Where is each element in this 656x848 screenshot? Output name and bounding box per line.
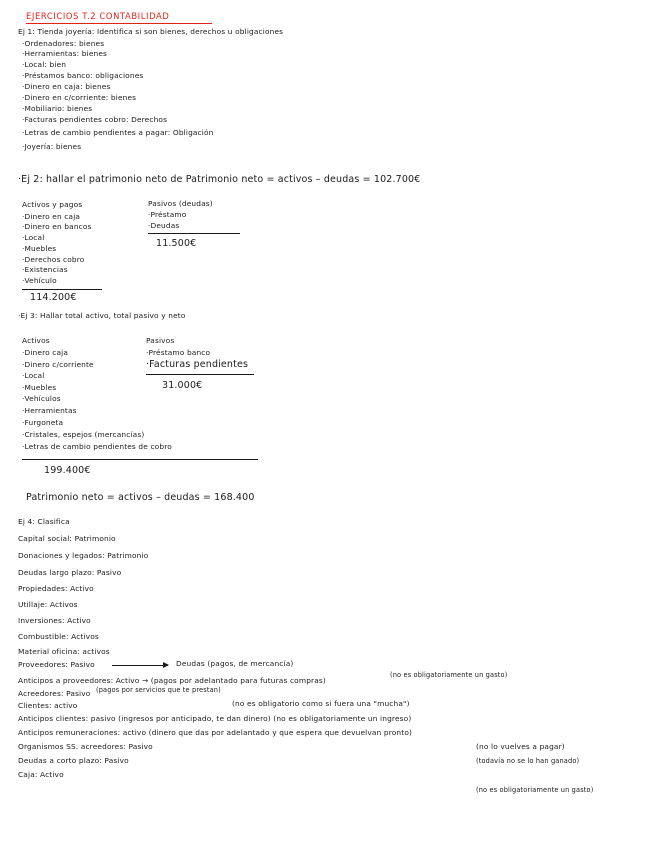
list-item: ·Local: bien bbox=[22, 60, 67, 69]
anticipos-clientes-line: Anticipos clientes: pasivo (ingresos por anticipado, te dan dinero) (no es obligatoriamente un ingreso) bbox=[18, 714, 412, 723]
clientes-note: (no es obligatorio como si fuera una "mucha") bbox=[232, 699, 410, 708]
anticipos-proveedores-line: Anticipos a proveedores: Activo → (pagos por adelantado para futuras compras) bbox=[18, 676, 326, 685]
list-item: Donaciones y legados: Patrimonio bbox=[18, 551, 149, 560]
ex3-result: Patrimonio neto = activos – deudas = 168.400 bbox=[26, 492, 255, 503]
clientes-line: Clientes: activo bbox=[18, 701, 78, 710]
deudas-corto-note: (todavía no se lo han ganado) bbox=[476, 757, 580, 765]
list-item: ·Vehículos bbox=[22, 394, 61, 403]
caja-note: (no es obligatoriamente un gasto) bbox=[476, 786, 594, 794]
proveedores-note: Deudas (pagos, de mercancía) bbox=[176, 659, 294, 668]
ex2-activos-title: Activos y pagos bbox=[22, 200, 83, 209]
list-item: ·Dinero c/corriente bbox=[22, 360, 94, 369]
anticipos-remuneraciones-line: Anticipos remuneraciones: activo (dinero que das por adelantado y que espera que devuelvan pronto) bbox=[18, 728, 413, 737]
arrow-icon bbox=[112, 665, 168, 666]
ex2-pasivos-total: 11.500€ bbox=[156, 238, 197, 249]
list-item: Capital social: Patrimonio bbox=[18, 534, 116, 543]
list-item: Combustible: Activos bbox=[18, 632, 99, 641]
list-item: ·Ordenadores: bienes bbox=[22, 39, 105, 48]
ex2-pasivos-title: Pasivos (deudas) bbox=[148, 199, 213, 208]
list-item: ·Vehículo bbox=[22, 276, 57, 285]
list-item: ·Mobiliario: bienes bbox=[22, 104, 93, 113]
total-rule bbox=[22, 459, 258, 460]
list-item: ·Facturas pendientes bbox=[146, 359, 249, 370]
organismos-line: Organismos SS. acreedores: Pasivo bbox=[18, 742, 153, 751]
list-item: ·Préstamo bbox=[148, 210, 187, 219]
total-rule bbox=[146, 374, 254, 375]
list-item: ·Local bbox=[22, 233, 45, 242]
list-item: ·Letras de cambio pendientes a pagar: Obligación bbox=[22, 128, 214, 137]
list-item: ·Local bbox=[22, 371, 45, 380]
list-item: Propiedades: Activo bbox=[18, 584, 94, 593]
deudas-corto-line: Deudas a corto plazo: Pasivo bbox=[18, 756, 129, 765]
list-item: ·Herramientas bbox=[22, 406, 77, 415]
acreedores-line: Acreedores: Pasivo bbox=[18, 689, 91, 698]
list-item: ·Existencias bbox=[22, 265, 68, 274]
organismos-note: (no lo vuelves a pagar) bbox=[476, 742, 565, 751]
list-item: ·Dinero en bancos bbox=[22, 222, 92, 231]
list-item: ·Joyería: bienes bbox=[22, 142, 82, 151]
list-item: ·Dinero en caja bbox=[22, 212, 81, 221]
anticipos-proveedores-note: (no es obligatoriamente un gasto) bbox=[390, 671, 508, 679]
proveedores-line: Proveedores: Pasivo bbox=[18, 660, 95, 669]
list-item: ·Muebles bbox=[22, 383, 57, 392]
list-item: Inversiones: Activo bbox=[18, 616, 91, 625]
list-item: ·Dinero en c/corriente: bienes bbox=[22, 93, 137, 102]
ex2-activos-total: 114.200€ bbox=[30, 292, 77, 303]
list-item: Utillaje: Activos bbox=[18, 600, 78, 609]
list-item: ·Préstamos banco: obligaciones bbox=[22, 71, 144, 80]
acreedores-note: (pagos por servicios que te prestan) bbox=[96, 686, 221, 694]
list-item: Deudas largo plazo: Pasivo bbox=[18, 568, 122, 577]
ex3-pasivos-title: Pasivos bbox=[146, 336, 175, 345]
ex2-heading: ·Ej 2: hallar el patrimonio neto de Patrimonio neto = activos – deudas = 102.700€ bbox=[18, 174, 421, 185]
ex4-heading: Ej 4: Clasifica bbox=[18, 517, 70, 526]
total-rule bbox=[148, 233, 240, 234]
list-item: ·Derechos cobro bbox=[22, 255, 85, 264]
ex1-heading: Ej 1: Tienda joyería: Identifica si son bienes, derechos u obligaciones bbox=[18, 27, 284, 36]
ex3-activos-title: Activos bbox=[22, 336, 50, 345]
list-item: ·Préstamo banco bbox=[146, 348, 211, 357]
list-item: ·Furgoneta bbox=[22, 418, 64, 427]
list-item: ·Facturas pendientes cobro: Derechos bbox=[22, 115, 168, 124]
page-title: EJERCICIOS T.2 CONTABILIDAD bbox=[26, 11, 170, 21]
caja-line: Caja: Activo bbox=[18, 770, 64, 779]
ex3-heading: ·Ej 3: Hallar total activo, total pasivo y neto bbox=[18, 311, 186, 320]
total-rule bbox=[22, 289, 102, 290]
ex3-pasivos-total: 31.000€ bbox=[162, 380, 203, 391]
list-item: ·Letras de cambio pendientes de cobro bbox=[22, 442, 172, 451]
list-item: Material oficina: activos bbox=[18, 647, 110, 656]
ex3-activos-total: 199.400€ bbox=[44, 465, 91, 476]
list-item: ·Herramientas: bienes bbox=[22, 49, 108, 58]
title-underline bbox=[26, 23, 212, 24]
list-item: ·Cristales, espejos (mercancías) bbox=[22, 430, 145, 439]
list-item: ·Muebles bbox=[22, 244, 57, 253]
list-item: ·Deudas bbox=[148, 221, 180, 230]
list-item: ·Dinero caja bbox=[22, 348, 69, 357]
list-item: ·Dinero en caja: bienes bbox=[22, 82, 111, 91]
